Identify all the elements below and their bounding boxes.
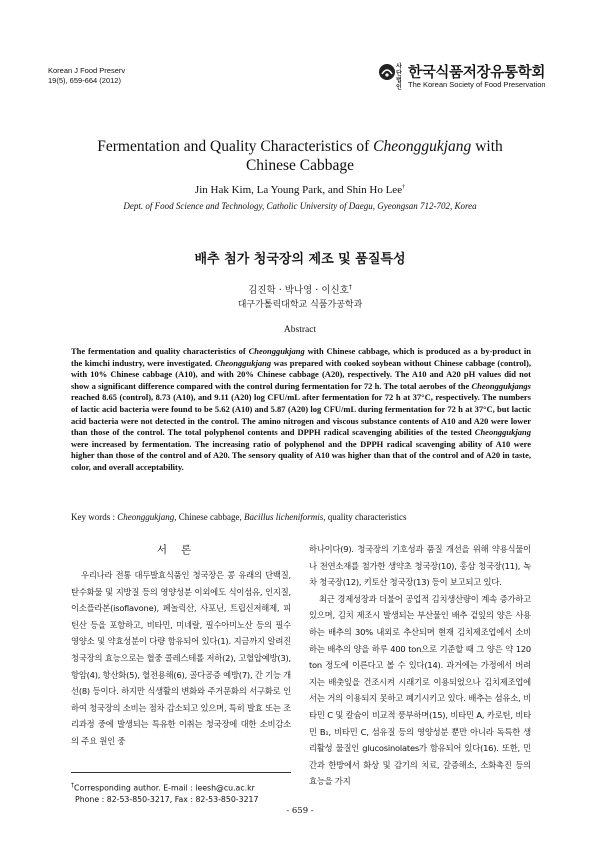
korean-corresponding-mark: † bbox=[348, 283, 352, 291]
society-type-label: 사단 법인 bbox=[396, 63, 402, 91]
footnote-divider bbox=[71, 772, 291, 773]
abstract-text-4: reached 8.65 (control), 8.73 (A10), and 9.11 (A20) log CFU/mL after fermentation for 72 h at 37°C, respectively. The numbers of lactic acid bacteria were found to be 5.62 (A10) and 5.87 (A20) log CFU/mL during fermentation for 72 h at 37°C, but lactic acid bacteria were not detected in the control. The amino nitrogen and viscous substance contents of A10 and A20 were lower than those of the control. The total polyphenol contents and DPPH radical scavenging abilities of the tested bbox=[71, 392, 531, 438]
korean-title: 배추 첨가 청국장의 제조 및 품질특성 bbox=[194, 252, 406, 267]
intro-paragraph-2: 최근 경제성장과 더불어 공업적 김치생산량이 계속 증가하고 있으며, 김치 제조시 발생되는 부산물인 배추 겉잎의 양은 사용하는 배추의 30% 내외로 추산되며 현재 김치제조업에서 소비하는 배추의 양을 하루 400 ton으로 기준할 때 그 양은 약 120 ton 정도에 이른다고 볼 수 있다(14). 과거에는 가정에서 버려지는 배춧잎을 건조시켜 시래기로 이용되었으나 김치제조업에서는 거의 이용되지 못하고 폐기시키고 있다. 배추는 섬유소, 비타민 C 및 칼슘이 비교적 풍부하며(15), 비타민 A, 카로틴, 비타민 B₁, 비타민 C, 섬유질 등의 영양성분 뿐만 아니라 독특한 생리활성 물질인 glucosinolates가 함유되어 있다(16). 또한, 민간과 한방에서 화상 및 감기의 치료, 갈증해소, 소화촉진 등의 효능을 가지 bbox=[309, 593, 531, 787]
abstract-text-1: The fermentation and quality characteristics of bbox=[71, 346, 249, 356]
footnote-mark: † bbox=[71, 782, 74, 789]
abstract-italic-1: Cheonggukjang bbox=[248, 346, 305, 356]
abstract-italic-3: Cheonggukjangs bbox=[471, 380, 531, 391]
left-column bbox=[71, 567, 291, 750]
abstract-italic-4: Cheonggukjang bbox=[474, 427, 531, 438]
journal-citation bbox=[48, 66, 125, 85]
introduction-heading: 서론 bbox=[156, 544, 206, 556]
page-number: - 659 - bbox=[286, 806, 314, 816]
intro-paragraph-1: 우리나라 전통 대두발효식품인 청국장은 콩 유래의 단백질, 탄수화물 및 지방질 등의 영양성분 이외에도 식이섬유, 인지질, 이소플라본(isoflavone), 페놀릭산, 사포닌, 트립신저해제, 피틴산 등을 포함하고, 비타민, 미네랄, 필수아미노산 등의 필수 영양소 및 약효성분이 다량 함유되어 있다(1). 지금까지 알려진 청국장의 효능으로는 혈중 콜레스테롤 저하(2), 고혈압예방(3), 항암(4), 항산화(5), 혈전용해(6), 골다공증 예방(7), 간 기능 개선(8) 등이다. 하지만 식생활의 변화와 주거문화의 서구화로 인하여 청국장의 소비는 점차 감소되고 있으며, 특히 발효 또는 조리과정 중에 발생되는 특유한 이취는 청국장에 대한 소비감소의 주요 원인 중 bbox=[71, 570, 291, 746]
society-logo-icon bbox=[378, 63, 396, 81]
society-name-korean: 한국식품저장유통학회 bbox=[408, 65, 546, 81]
paper-title bbox=[40, 137, 560, 175]
korean-author-list bbox=[40, 282, 560, 296]
keywords-label: Key words bbox=[71, 512, 111, 522]
keyword-1: Cheonggukjang bbox=[117, 512, 175, 522]
keyword-2: , Chinese cabbage, bbox=[174, 512, 244, 522]
title-italic: Cheonggukjang bbox=[373, 138, 472, 155]
author-names: Jin Hak Kim, La Young Park, and Shin Ho Lee bbox=[194, 184, 403, 196]
footnote-email: Corresponding author. E-mail : leesh@cu.ac.kr bbox=[74, 783, 255, 793]
footnote-phone: Phone : 82-53-850-3217, Fax : 82-53-850-3217 bbox=[75, 794, 259, 804]
abstract-body bbox=[71, 346, 531, 474]
keyword-4: , quality characteristics bbox=[323, 512, 407, 522]
abstract-text-3: was prepared with cooked soybean without Chinese cabbage (control), with 10% Chinese cabbage (A10), and with 20% Chinese cabbage (A20), respectively. The A10 and A20 pH values did not show a significant difference compared with the control during fermentation for 72 h. The total aerobes of the bbox=[71, 357, 532, 391]
abstract-text-5: were increased by fermentation. The increasing ratio of polyphenol and the DPPH radical scavenging ability of A10 were higher than those of the control and of A20. The sensory quality of A10 was higher than that of the control and of A20 in taste, color, and overall acceptability. bbox=[71, 438, 531, 472]
journal-volume: 19(5), 659-664 (2012) bbox=[48, 75, 121, 85]
korean-affiliation: 대구가톨릭대학교 식품가공학과 bbox=[237, 300, 363, 310]
abstract-italic-2: Cheonggukjang bbox=[214, 357, 272, 368]
right-column bbox=[309, 541, 531, 790]
journal-name: Korean J Food Preserv bbox=[48, 66, 126, 75]
keyword-3: Bacillus licheniformis bbox=[244, 512, 324, 522]
korean-author-names: 김진학 · 박나영 · 이신호 bbox=[248, 285, 349, 296]
intro-paragraph-1-continued: 하나이다(9). 청국장의 기호성과 품질 개선을 위해 약용식물이나 천연소재를 첨가한 생약초 청국장(10), 홍삼 청국장(11), 녹차 청국장(12), 키토산 청국장(13) 등이 보고되고 있다. bbox=[309, 544, 531, 588]
title-part1: Fermentation and Quality Characteristics of bbox=[97, 138, 374, 155]
abstract-heading: Abstract bbox=[283, 325, 317, 335]
abstract-text-2: with Chinese cabbage, which is produced as a by-product in the kimchi industry, were investigated. bbox=[71, 346, 531, 368]
title-line2: Chinese Cabbage bbox=[245, 157, 355, 174]
keywords-separator: : bbox=[110, 512, 118, 522]
author-affiliation: Dept. of Food Science and Technology, Catholic University of Daegu, Gyeongsan 712-702, Korea bbox=[123, 201, 477, 211]
corresponding-author-footnote bbox=[71, 780, 258, 805]
author-list bbox=[40, 184, 560, 196]
corresponding-mark: † bbox=[402, 184, 406, 191]
society-name-english: The Korean Society of Food Preservation bbox=[408, 80, 546, 89]
keywords bbox=[71, 512, 531, 522]
title-part2: with bbox=[471, 138, 503, 155]
